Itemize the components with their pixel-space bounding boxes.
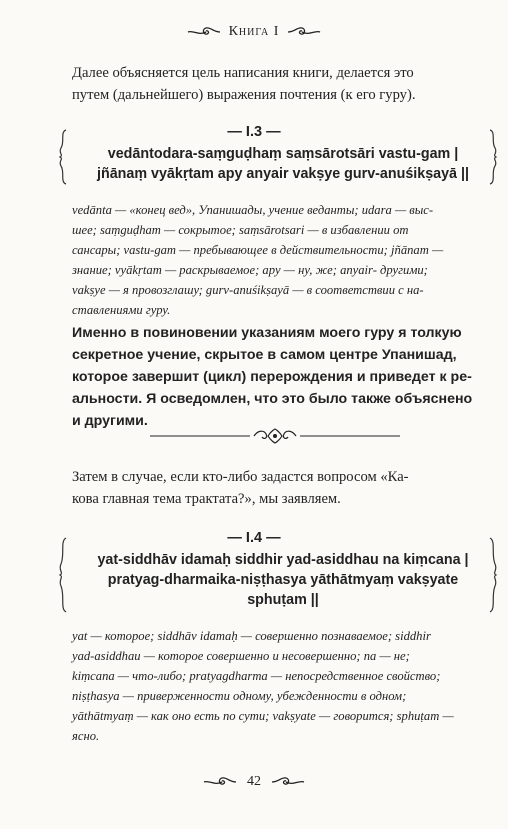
gloss-line: yat — которое; siddhāv idamaḥ — совершенно познаваемое; siddhir — [72, 629, 431, 643]
running-head — [0, 22, 508, 42]
paragraph-line: Затем в случае, если кто-либо задастся вопросом «Ка- — [72, 469, 409, 485]
section-divider-icon — [150, 426, 400, 446]
gloss-line: vakṣye — я провозглашу; gurv-anuśikṣayā — в соответствии с на- — [72, 283, 424, 297]
word-gloss — [72, 626, 492, 746]
gloss-line: ясно. — [72, 729, 100, 743]
gloss-line: знание; vyākṛtam — раскрываемое; apy — ну, же; anyair- другими; — [72, 263, 428, 277]
intro-paragraph — [72, 62, 492, 106]
verse-line: vedāntodara-saṃguḍhaṃ saṃsārotsāri vastu-gam | — [107, 146, 459, 162]
verse-text — [88, 550, 478, 610]
page-number: 42 — [247, 774, 261, 789]
translation-line: и другими. — [72, 413, 148, 429]
word-gloss — [72, 200, 492, 320]
translation-line: Именно в повиновении указаниям моего гуру я толкую — [72, 325, 462, 341]
right-bracket-icon — [486, 536, 500, 614]
verse-number: — I.4 — — [227, 530, 281, 546]
gloss-line: niṣṭhasya — приверженности одному, убежденности в одном; — [72, 689, 407, 703]
verse-number: — I.3 — — [227, 124, 281, 140]
verse-line: sphuṭam || — [247, 592, 319, 608]
right-flourish-icon — [287, 25, 321, 39]
gloss-line: kiṃcana — что-либо; pratyagdharma — непосредственное свойство; — [72, 669, 441, 683]
translation-line: альности. Я осведомлен, что это было также объяснено — [72, 391, 473, 407]
question-paragraph — [72, 466, 492, 510]
gloss-line: yad-asiddhau — которое совершенно и несовершенно; na — не; — [72, 649, 410, 663]
right-flourish-icon — [271, 775, 305, 789]
verse-line: pratyag-dharmaika-niṣṭhasya yāthātmyaṃ vakṣyate — [107, 572, 459, 588]
left-flourish-icon — [203, 775, 237, 789]
left-bracket-icon — [56, 128, 70, 186]
gloss-line: vedānta — «конец вед», Упанишады, учение веданты; udara — выс- — [72, 203, 434, 217]
verse-line: jñānaṃ vyākṛtam apy anyair vakṣye gurv-anuśikṣayā || — [97, 166, 469, 182]
gloss-line: yāthātmyaṃ — как оно есть по сути; vakṣyate — говорится; sphuṭam — — [72, 709, 454, 723]
page-footer — [0, 772, 508, 792]
verse-line: yat-siddhāv idamaḥ siddhir yad-asiddhau na kiṃcana | — [97, 552, 469, 568]
left-bracket-icon — [56, 536, 70, 614]
left-flourish-icon — [187, 25, 221, 39]
translation-line: секретное учение, скрытое в самом центре Упанишад, — [72, 347, 457, 363]
gloss-line: ставлениями гуру. — [72, 303, 171, 317]
verse-text — [88, 144, 478, 184]
gloss-line: сансары; vastu-gam — пребывающее в действительности; jñānam — — [72, 243, 444, 257]
gloss-line: шее; saṃguḍham — сокрытое; saṃsārotsari — в избавлении от — [72, 223, 409, 237]
paragraph-line: кова главная тема трактата?», мы заявляем. — [72, 491, 341, 507]
intro-line: путем (дальнейшего) выражения почтения (к его гуру). — [72, 87, 416, 103]
translation-line: которое завершит (цикл) перерождения и приведет к ре- — [72, 369, 472, 385]
running-head-title: Книга I — [228, 24, 280, 39]
translation — [72, 322, 492, 432]
right-bracket-icon — [486, 128, 500, 186]
intro-line: Далее объясняется цель написания книги, делается это — [72, 65, 414, 81]
